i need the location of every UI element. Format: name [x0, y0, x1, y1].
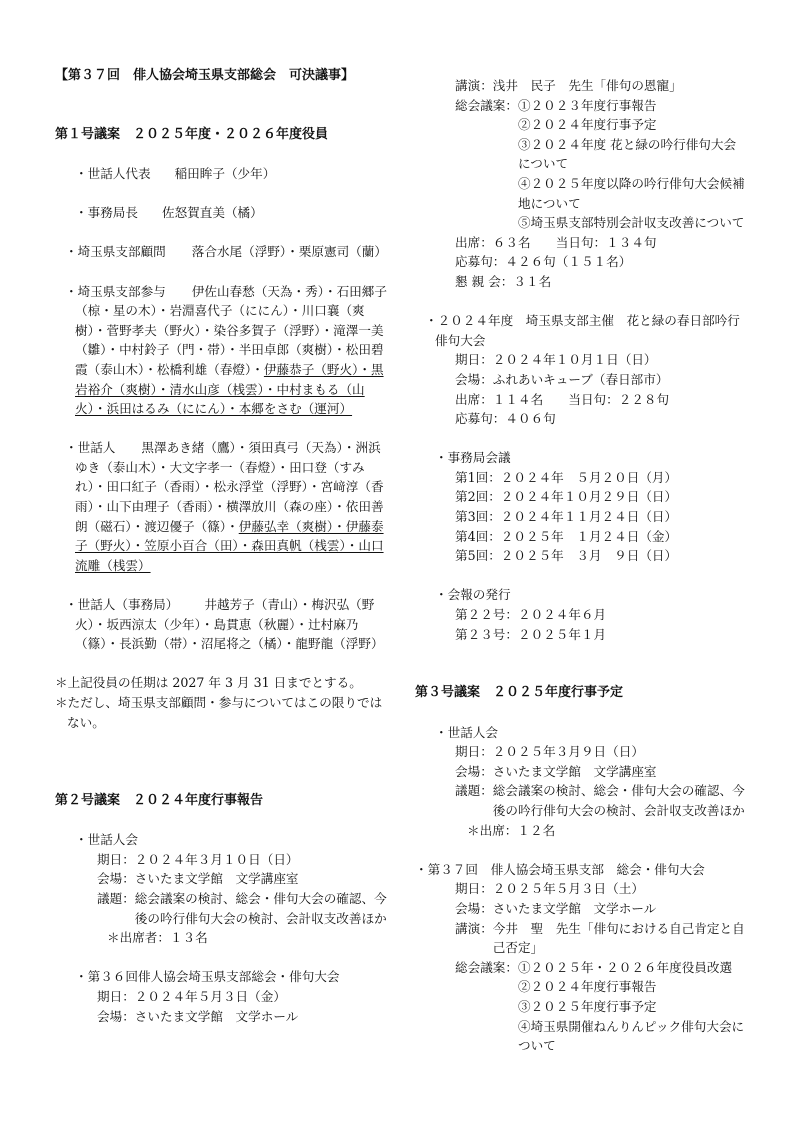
taikai36-agenda-label: 総会議案： [455, 97, 518, 113]
meeting-row: 第4回：２０２５年 １月２４日（金） [455, 528, 678, 544]
sewa3-date-label: 期日： [455, 744, 493, 760]
taikai36-place: さいたま文学館 文学ホール [134, 1008, 299, 1024]
taikai37-title: ・第３７回 俳人協会埼玉県支部 総会・俳句大会 [415, 861, 705, 877]
agenda-item: ③２０２４年度 花と緑の吟行俳句大会について [517, 136, 737, 172]
bill3-title: 第３号議案 ２０２５年度行事予定 [415, 685, 624, 701]
advisor-label: ・埼玉県支部顧問 [65, 244, 166, 260]
sewa2-date-row [55, 850, 393, 870]
taikai36-date-row [55, 987, 393, 1007]
bill1-title: 第１号議案 ２０２５年度・２０２６年度役員 [55, 126, 329, 142]
sewa3-place-label: 会場： [455, 763, 493, 779]
taikai37-date: ２０２５年５月３日（土） [492, 881, 644, 897]
advisor-row [55, 242, 393, 262]
office-members-label: ・世話人（事務局） [65, 597, 179, 613]
taikai36-place-row [55, 1007, 393, 1027]
sewa2-place-row [55, 869, 393, 889]
taikai37-agenda-label: 総会議案： [455, 959, 518, 975]
sewa3-topic: 総会議案の検討、総会・俳句大会の確認、今後の吟行俳句大会の検討、会計収支改善ほか [492, 783, 745, 818]
taikai36-title: ・第３６回俳人協会埼玉県支部総会・俳句大会 [75, 969, 340, 985]
taikai37-lecture: 今井 聖 先生「俳句における自己肯定と自己否定」 [492, 920, 745, 956]
sewa2-place-label: 会場： [97, 871, 135, 887]
office-members-list: 井越芳子（青山）・梅沢弘（野火）・坂西涼太（少年）・島貫恵（秋麗）・辻村麻乃（篠）・長浜勤（帯）・沼尾将之（橘）・龍野龍（浮野） [75, 597, 384, 652]
taikai37-place: さいたま文学館 文学ホール [492, 900, 657, 916]
taikai36-date-label: 期日： [97, 988, 135, 1004]
sewa2-place: さいたま文学館 文学講座室 [134, 871, 299, 887]
taikai37-agenda [415, 958, 745, 1056]
sewa3-topic-label: 議題： [455, 783, 493, 799]
sewa2-topic-row [55, 889, 393, 928]
counselor-row [55, 282, 393, 419]
chief-row [55, 203, 393, 223]
left-column [55, 66, 393, 1026]
counselor-list: 伊佐山春愁（天為・秀）・石田郷子（椋・星の木）・岩淵喜代子（ににん）・川口襄（爽樹）・菅野孝夫（野火）・染谷多賀子（浮野）・滝澤一美（雛）・中村鈴子（門・帯）・半田卓郎（爽樹）・松田碧霞（泰山木）・松橋利雄（春燈）・ [75, 283, 387, 377]
agenda-item: ③２０２５年度行事予定 [517, 998, 657, 1014]
meeting-row: 第2回：２０２４年１０月２９日（日） [455, 489, 678, 505]
sewa2-date: ２０２４年３月１０日（日） [134, 851, 299, 867]
sewa2-topic-label: 議題： [97, 890, 135, 906]
counselor-new-list: 伊藤恭子（野火）・黒岩裕介（爽樹）・清水山彦（桟雲）・中村まもる（山火）・浜田はるみ（ににん）・本郷をさむ（運河） [75, 361, 384, 417]
taikai36-entries: 応募句：４２６句（１５１名） [455, 254, 632, 270]
members-label: ・世話人 [65, 440, 116, 456]
taikai37-lecture-row [415, 919, 745, 958]
right-column [415, 76, 745, 1056]
agenda-item: ①２０２５年・２０２６年度役員改選 [517, 959, 733, 975]
sewa2-attend: ＊出席者：１３名 [107, 930, 208, 946]
taikai36-place-label: 会場： [97, 1008, 135, 1024]
sewa3-date: ２０２５年３月９日（日） [492, 744, 644, 760]
sewa3-attend: ＊出席：１２名 [467, 822, 556, 838]
members-row [55, 438, 393, 575]
advisor-value: 落合水尾（浮野）・栗原憲司（蘭） [191, 244, 387, 260]
bulletin-row: 第２３号：２０２５年１月 [455, 626, 607, 642]
term-note: ＊上記役員の任期は 2027 年 3 月 31 日までとする。 [55, 675, 362, 691]
taikai36-agenda [415, 96, 745, 233]
agenda-item: ⑤埼玉県支部特別会計収支改善について [517, 215, 745, 231]
ginko-title: ・２０２４年度 埼玉県支部主催 花と緑の春日部吟行俳句大会 [425, 313, 740, 348]
sewa3-topic-row [415, 781, 745, 820]
agenda-item: ②２０２４年度行事報告 [517, 979, 657, 995]
agenda-item: ①２０２３年度行事報告 [517, 97, 657, 113]
meeting-row: 第1回：２０２４年 ５月２０日（月） [455, 469, 678, 485]
taikai36-party: 懇 親 会：３１名 [455, 273, 552, 289]
agenda-item: ②２０２４年度行事予定 [517, 117, 657, 133]
members-new-list: 伊藤弘幸（爽樹）・伊藤泰子（野火）・笠原小百合（田）・森田真帆（桟雲）・山口流雕（桟雲） [75, 518, 384, 573]
members-list: 黒澤あき緒（鷹）・須田真弓（天為）・洲浜ゆき（泰山木）・大文字孝一（春燈）・田口登（すみれ）・田口紅子（香雨）・松永浮堂（浮野）・宮﨑淳（香雨）・山下由理子（香雨）・横澤放川（森の座）・依田善朗（磁石）・渡辺優子（篠）・ [75, 440, 384, 534]
ginko-place: 会場：ふれあいキューブ（春日部市） [455, 371, 669, 387]
office-meeting-title: ・事務局会議 [435, 450, 511, 466]
agenda-item: ④埼玉県開催ねんりんピック俳句大会について [517, 1018, 745, 1054]
sewa3-place: さいたま文学館 文学講座室 [492, 763, 657, 779]
bill2-title: 第２号議案 ２０２４年度行事報告 [55, 792, 264, 808]
sewa3-title: ・世話人会 [435, 724, 498, 740]
rep-value: 稲田眸子（少年） [174, 165, 276, 181]
counselor-label: ・埼玉県支部参与 [65, 283, 166, 299]
page-title: 【第３７回 俳人協会埼玉県支部総会 可決議事】 [55, 68, 355, 83]
ginko-entries: 応募句：４０６句 [455, 411, 556, 427]
taikai37-date-row [415, 879, 745, 899]
sewa3-date-row [415, 742, 745, 762]
taikai37-place-label: 会場： [455, 900, 493, 916]
chief-label: ・事務局長 [75, 205, 138, 221]
sewa3-place-row [415, 762, 745, 782]
rep-label: ・世話人代表 [75, 165, 151, 181]
taikai37-agenda-list [518, 958, 745, 1056]
bulletin-row: 第２２号：２０２４年６月 [455, 607, 607, 623]
agenda-item: ④２０２５年度以降の吟行俳句大会候補地について [517, 175, 745, 211]
exception-note: ＊ただし、埼玉県支部顧問・参与についてはこの限りではない。 [55, 695, 383, 730]
meeting-row: 第5回：２０２５年 ３月 ９日（日） [455, 548, 678, 564]
taikai36-agenda-list [518, 96, 745, 233]
rep-row [55, 164, 393, 184]
sewa2-date-label: 期日： [97, 851, 135, 867]
taikai36-attend: 出席：６３名 当日句：１３４句 [455, 234, 657, 250]
taikai37-place-row [415, 899, 745, 919]
meeting-row: 第3回：２０２４年１１月２４日（日） [455, 509, 678, 525]
taikai36-date: ２０２４年５月３日（金） [134, 988, 286, 1004]
chief-value: 佐怒賀直美（橘） [161, 205, 263, 221]
taikai37-lecture-label: 講演： [455, 920, 493, 936]
sewa2-topic: 総会議案の検討、総会・俳句大会の確認、今後の吟行俳句大会の検討、会計収支改善ほか [134, 890, 387, 926]
taikai37-date-label: 期日： [455, 881, 493, 897]
ginko-attend: 出席：１１４名 当日句：２２８句 [455, 391, 670, 407]
sewa2-title: ・世話人会 [75, 832, 138, 848]
ginko-date: 期日：２０２４年１０月１日（日） [455, 352, 657, 368]
bulletin-title: ・会報の発行 [435, 587, 511, 603]
taikai36-lecture: 講演：浅井 民子 先生「俳句の恩寵」 [455, 78, 682, 93]
office-members-row [55, 595, 393, 654]
